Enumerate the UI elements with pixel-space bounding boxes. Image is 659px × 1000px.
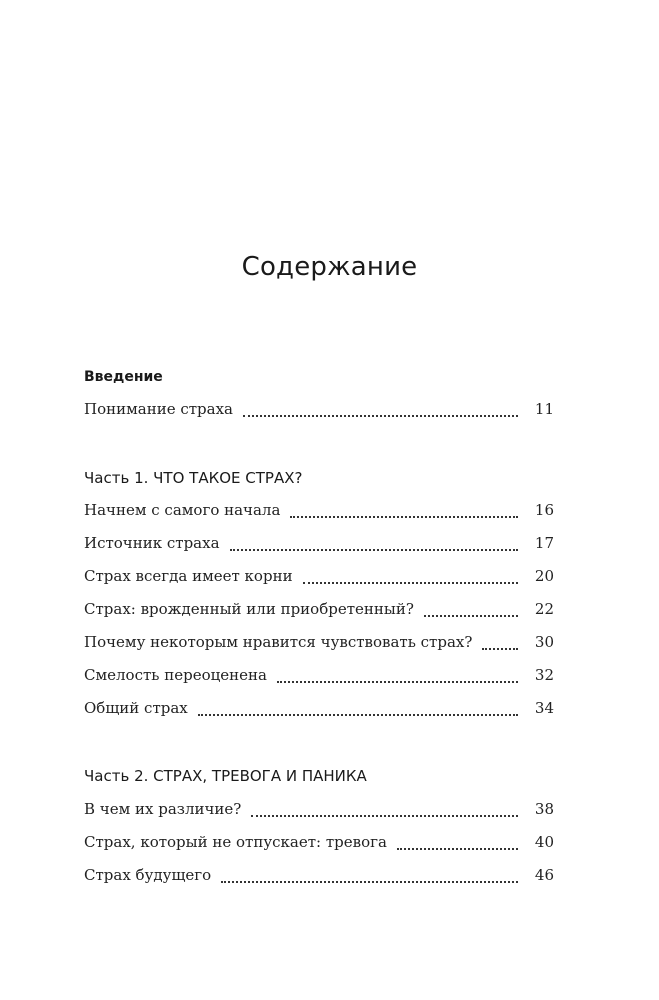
- toc-entry-label: Источник страха: [84, 534, 220, 552]
- toc-entry[interactable]: [84, 633, 554, 655]
- toc-entry[interactable]: [84, 866, 554, 888]
- dot-leader: [243, 414, 518, 417]
- dot-leader: [277, 680, 518, 683]
- toc-entry-page: 20: [534, 567, 554, 585]
- toc-entry[interactable]: [84, 800, 554, 822]
- toc-entry-page: 40: [534, 833, 554, 851]
- dot-leader: [198, 713, 518, 716]
- toc-entry-label: Смелость переоценена: [84, 666, 267, 684]
- toc-entry-label: Понимание страха: [84, 400, 234, 418]
- dot-leader: [482, 647, 518, 650]
- toc-entry[interactable]: [84, 699, 554, 721]
- toc-entry[interactable]: [84, 833, 554, 855]
- toc-entry-page: 16: [534, 501, 554, 519]
- toc-entry-label: Почему некоторым нравится чувствовать страх?: [84, 633, 473, 651]
- toc-entry[interactable]: [84, 534, 554, 556]
- toc-entry-page: 30: [534, 633, 554, 651]
- dot-leader: [424, 614, 518, 617]
- toc-entry-page: 46: [534, 866, 554, 884]
- toc-entry[interactable]: [84, 600, 554, 622]
- toc-entry[interactable]: [84, 666, 554, 688]
- section-heading-part-1: Часть 1. ЧТО ТАКОЕ СТРАХ?: [84, 469, 303, 487]
- section-heading-intro: Введение: [84, 369, 163, 385]
- toc-entry-page: 17: [534, 534, 554, 552]
- section-heading-part-2: Часть 2. СТРАХ, ТРЕВОГА И ПАНИКА: [84, 767, 367, 785]
- dot-leader: [303, 581, 518, 584]
- toc-entry-page: 32: [534, 666, 554, 684]
- dot-leader: [397, 847, 518, 850]
- dot-leader: [221, 880, 518, 883]
- toc-entry-label: Страх: врожденный или приобретенный?: [84, 600, 414, 618]
- toc-entry-page: 38: [534, 800, 554, 818]
- toc-entry-label: Начнем с самого начала: [84, 501, 281, 519]
- page-title: Содержание: [241, 252, 418, 282]
- dot-leader: [290, 515, 518, 518]
- toc-entry-label: Страх, который не отпускает: тревога: [84, 833, 387, 851]
- dot-leader: [230, 548, 518, 551]
- toc-entry-page: 22: [534, 600, 554, 618]
- toc-entry-label: В чем их различие?: [84, 800, 242, 818]
- toc-entry-label: Общий страх: [84, 699, 188, 717]
- toc-entry-label: Страх будущего: [84, 866, 212, 884]
- toc-entry-page: 11: [534, 400, 554, 418]
- toc-entry[interactable]: [84, 567, 554, 589]
- toc-entry[interactable]: [84, 501, 554, 523]
- toc-entry-page: 34: [534, 699, 554, 717]
- dot-leader: [251, 814, 518, 817]
- toc-entry[interactable]: [84, 400, 554, 422]
- toc-entry-label: Страх всегда имеет корни: [84, 567, 293, 585]
